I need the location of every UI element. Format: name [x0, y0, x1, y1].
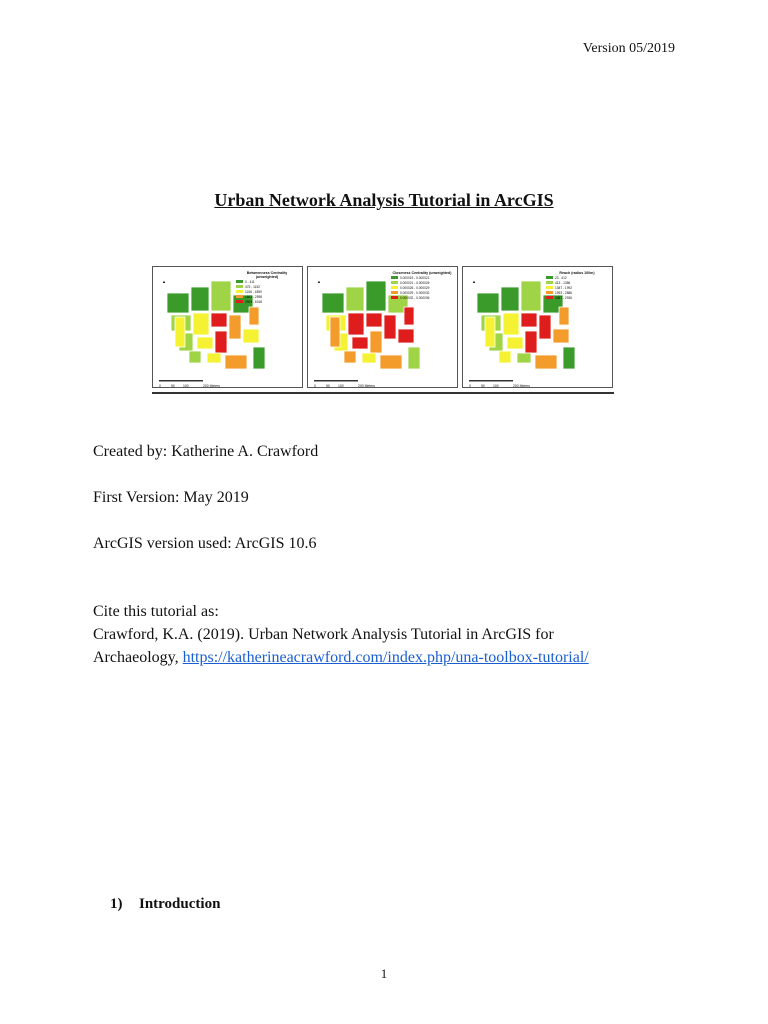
map-parcel	[384, 315, 396, 339]
map-legend	[391, 271, 453, 300]
map-legend	[546, 271, 608, 300]
map-parcel	[501, 287, 519, 311]
legend-item: 475 - 1152	[236, 284, 298, 289]
map-parcel	[322, 293, 344, 313]
map-parcel	[175, 317, 185, 347]
map-parcel	[229, 315, 241, 339]
scale-bar-line	[159, 380, 203, 382]
map-parcel	[398, 329, 414, 343]
legend-item: 0.000032 - 0.000036	[391, 295, 453, 300]
legend-title: Reach (radius 100m)	[559, 271, 595, 275]
map-parcel	[559, 307, 569, 325]
map-parcel	[362, 353, 376, 363]
cover-figure	[152, 266, 614, 394]
map-parcel	[348, 313, 364, 335]
map-parcel	[499, 351, 511, 363]
map-parcel	[370, 331, 382, 353]
legend-item: 2599 - 6318	[236, 299, 298, 304]
version-label: Version 05/2019	[582, 41, 675, 56]
map-parcel	[535, 355, 557, 369]
section-title: Introduction	[139, 896, 221, 912]
legend-item: 1387 - 1992	[546, 285, 608, 290]
legend-item: 0.000026 - 0.000029	[391, 285, 453, 290]
first-version: First Version: May 2019	[93, 489, 249, 506]
map-parcel	[211, 313, 227, 327]
citation-line: Crawford, K.A. (2019). Urban Network Analysis Tutorial in ArcGIS for	[93, 626, 554, 643]
legend-item: 1861 - 2598	[236, 294, 298, 299]
legend-title: Betweenness Centrality (unweighted)	[246, 271, 288, 279]
map-parcel	[330, 317, 340, 347]
legend-item: 0 - 411	[236, 279, 298, 284]
legend-item: 0.000021 - 0.000026	[391, 280, 453, 285]
legend-item: 2887 - 2936	[546, 295, 608, 300]
map-parcel	[215, 331, 227, 353]
north-arrow-icon: ▲	[317, 279, 321, 284]
map-parcel	[477, 293, 499, 313]
map-parcel	[539, 315, 551, 339]
created-by: Created by: Katherine A. Crawford	[93, 443, 319, 460]
citation-line: Archaeology, https://katherineacrawford.com/index.php/una-toolbox-tutorial/	[93, 649, 589, 666]
map-parcel	[167, 293, 189, 313]
map-panel-closeness: ▲ Closeness Centrality (unweighted) 0.000019 - 0.000021 0.000021 - 0.000026 0.000026 - 0.000029 0.000029 - 0.000032 0.000032 - 0.000036 0 50 100 200 Meters	[307, 266, 458, 388]
map-parcel	[366, 313, 382, 327]
map-parcel	[525, 331, 537, 353]
map-parcel	[408, 347, 420, 369]
map-parcel	[352, 337, 368, 349]
map-parcel	[211, 281, 231, 311]
map-parcel	[563, 347, 575, 369]
map-parcel	[344, 351, 356, 363]
document-title: Urban Network Analysis Tutorial in ArcGIS	[214, 190, 554, 210]
citation-heading: Cite this tutorial as:	[93, 603, 219, 620]
map-panel-reach: ▲ Reach (radius 100m) 23 - 412 413 - 1386 1387 - 1992 1993 - 2886 2887 - 2936 0 50 100 200 Meters	[462, 266, 613, 388]
north-arrow-icon: ▲	[162, 279, 166, 284]
map-parcel	[521, 281, 541, 311]
map-parcel	[507, 337, 523, 349]
page-number: 1	[380, 966, 388, 981]
map-parcel	[225, 355, 247, 369]
section-heading	[110, 896, 220, 913]
map-parcel	[346, 287, 364, 311]
scale-bar-line	[314, 380, 358, 382]
map-parcel	[197, 337, 213, 349]
map-parcel	[243, 329, 259, 343]
map-parcel	[503, 313, 519, 335]
tutorial-link[interactable]: https://katherineacrawford.com/index.php/una-toolbox-tutorial/	[182, 649, 589, 666]
map-parcel	[380, 355, 402, 369]
legend-item: 0.000029 - 0.000032	[391, 290, 453, 295]
map-legend	[236, 271, 298, 304]
legend-item: 23 - 412	[546, 275, 608, 280]
north-arrow-icon: ▲	[472, 279, 476, 284]
scale-bar-line	[469, 380, 513, 382]
map-parcel	[249, 307, 259, 325]
legend-item: 0.000019 - 0.000021	[391, 275, 453, 280]
map-parcel	[404, 307, 414, 325]
citation-block	[93, 600, 693, 669]
legend-item: 1156 - 1859	[236, 289, 298, 294]
map-parcel	[521, 313, 537, 327]
legend-item: 413 - 1386	[546, 280, 608, 285]
legend-item: 1993 - 2886	[546, 290, 608, 295]
map-parcel	[207, 353, 221, 363]
map-parcel	[366, 281, 386, 311]
map-parcel	[191, 287, 209, 311]
map-parcel	[517, 353, 531, 363]
arcgis-version: ArcGIS version used: ArcGIS 10.6	[93, 535, 317, 552]
section-number: 1)	[110, 896, 123, 912]
map-parcel	[485, 317, 495, 347]
map-parcel	[253, 347, 265, 369]
map-panel-betweenness: ▲ Betweenness Centrality (unweighted) 0 - 411 475 - 1152 1156 - 1859 1861 - 2598 2599 - 6318 0 50 100 200 Meters	[152, 266, 303, 388]
map-parcel	[193, 313, 209, 335]
map-parcel	[189, 351, 201, 363]
legend-title: Closeness Centrality (unweighted)	[392, 271, 452, 275]
map-parcel	[553, 329, 569, 343]
